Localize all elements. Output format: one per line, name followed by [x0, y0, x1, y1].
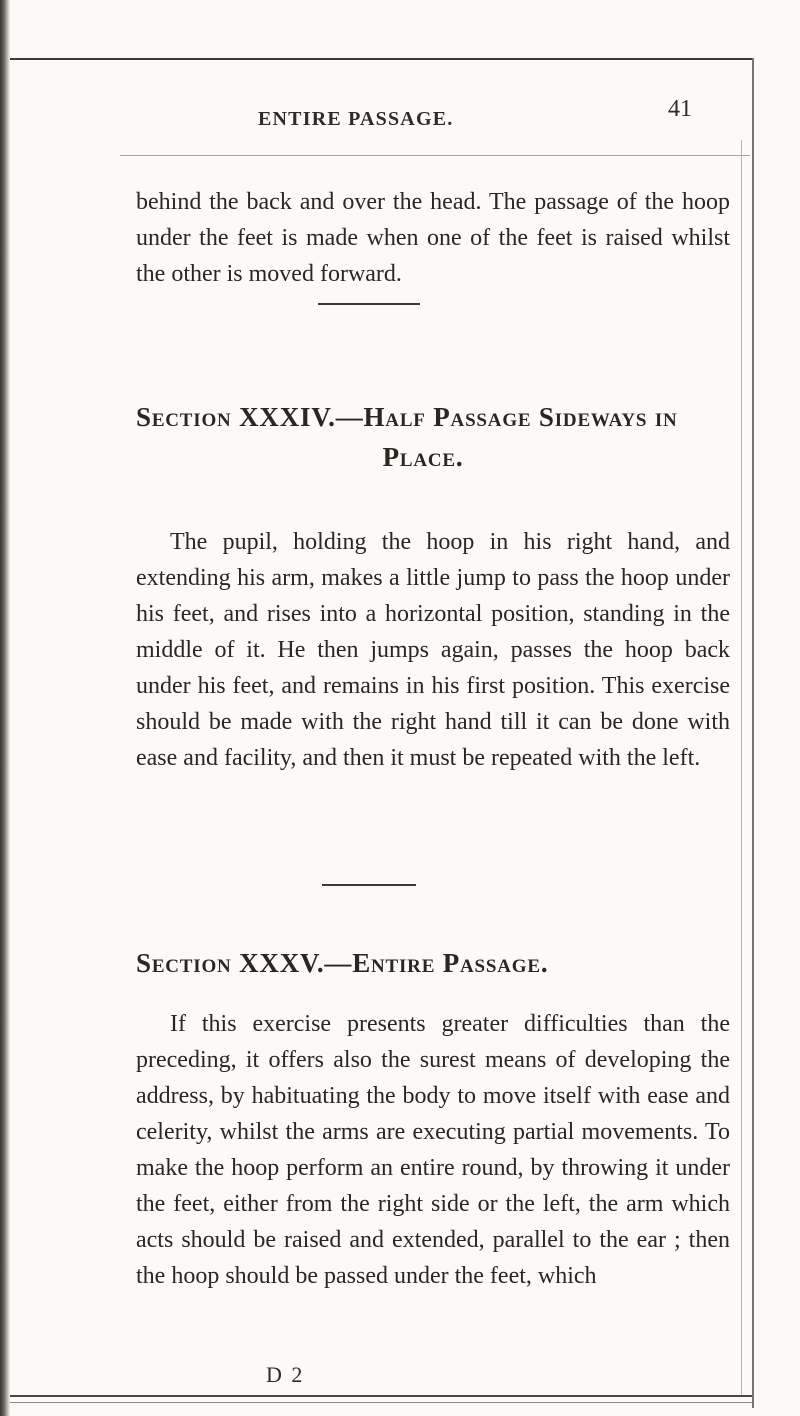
- section-35-title: Section XXXV.—Entire Passage.: [136, 948, 549, 978]
- section-34-body: The pupil, holding the hoop in his right hand, and extending his arm, makes a little jump to pass the hoop under his feet, and rises into a horizontal position, standing in the middle of it. He then jumps again, passes the hoop back under his feet, and remains in his first position. This exercise should be made with the right hand till it can be done with ease and facility, and then it must be repeated with the left.: [136, 529, 730, 771]
- right-frame-line: [752, 58, 754, 1408]
- bottom-rule: [10, 1395, 752, 1397]
- binding-edge: [0, 0, 10, 1416]
- running-head: ENTIRE PASSAGE.: [258, 108, 454, 130]
- opening-paragraph: behind the back and over the head. The passage of the hoop under the feet is made when one of the feet is raised whilst the other is moved forward.: [136, 189, 730, 287]
- page-number: 41: [668, 96, 692, 122]
- bottom-rule-secondary: [10, 1402, 752, 1403]
- right-inner-line: [741, 140, 742, 1395]
- top-rule: [10, 58, 752, 60]
- header-rule: [120, 155, 750, 156]
- section-divider: [318, 303, 420, 305]
- section-34-title: Section XXXIV.—Half Passage Sideways in: [136, 402, 678, 432]
- section-divider: [322, 884, 416, 886]
- section-34-heading: [136, 397, 730, 477]
- section-34-title-cont: Place.: [382, 442, 464, 472]
- signature-mark: D 2: [266, 1362, 305, 1387]
- section-35-heading: [136, 943, 730, 983]
- section-35-body: If this exercise presents greater difficulties than the preceding, it offers also the surest means of developing the address, by habituating the body to move itself with ease and celerity, whilst the arms are executing partial movements. To make the hoop perform an entire round, by throwing it under the feet, either from the right side or the left, the arm which acts should be raised and extended, parallel to the ear ; then the hoop should be passed under the feet, which: [136, 1011, 730, 1289]
